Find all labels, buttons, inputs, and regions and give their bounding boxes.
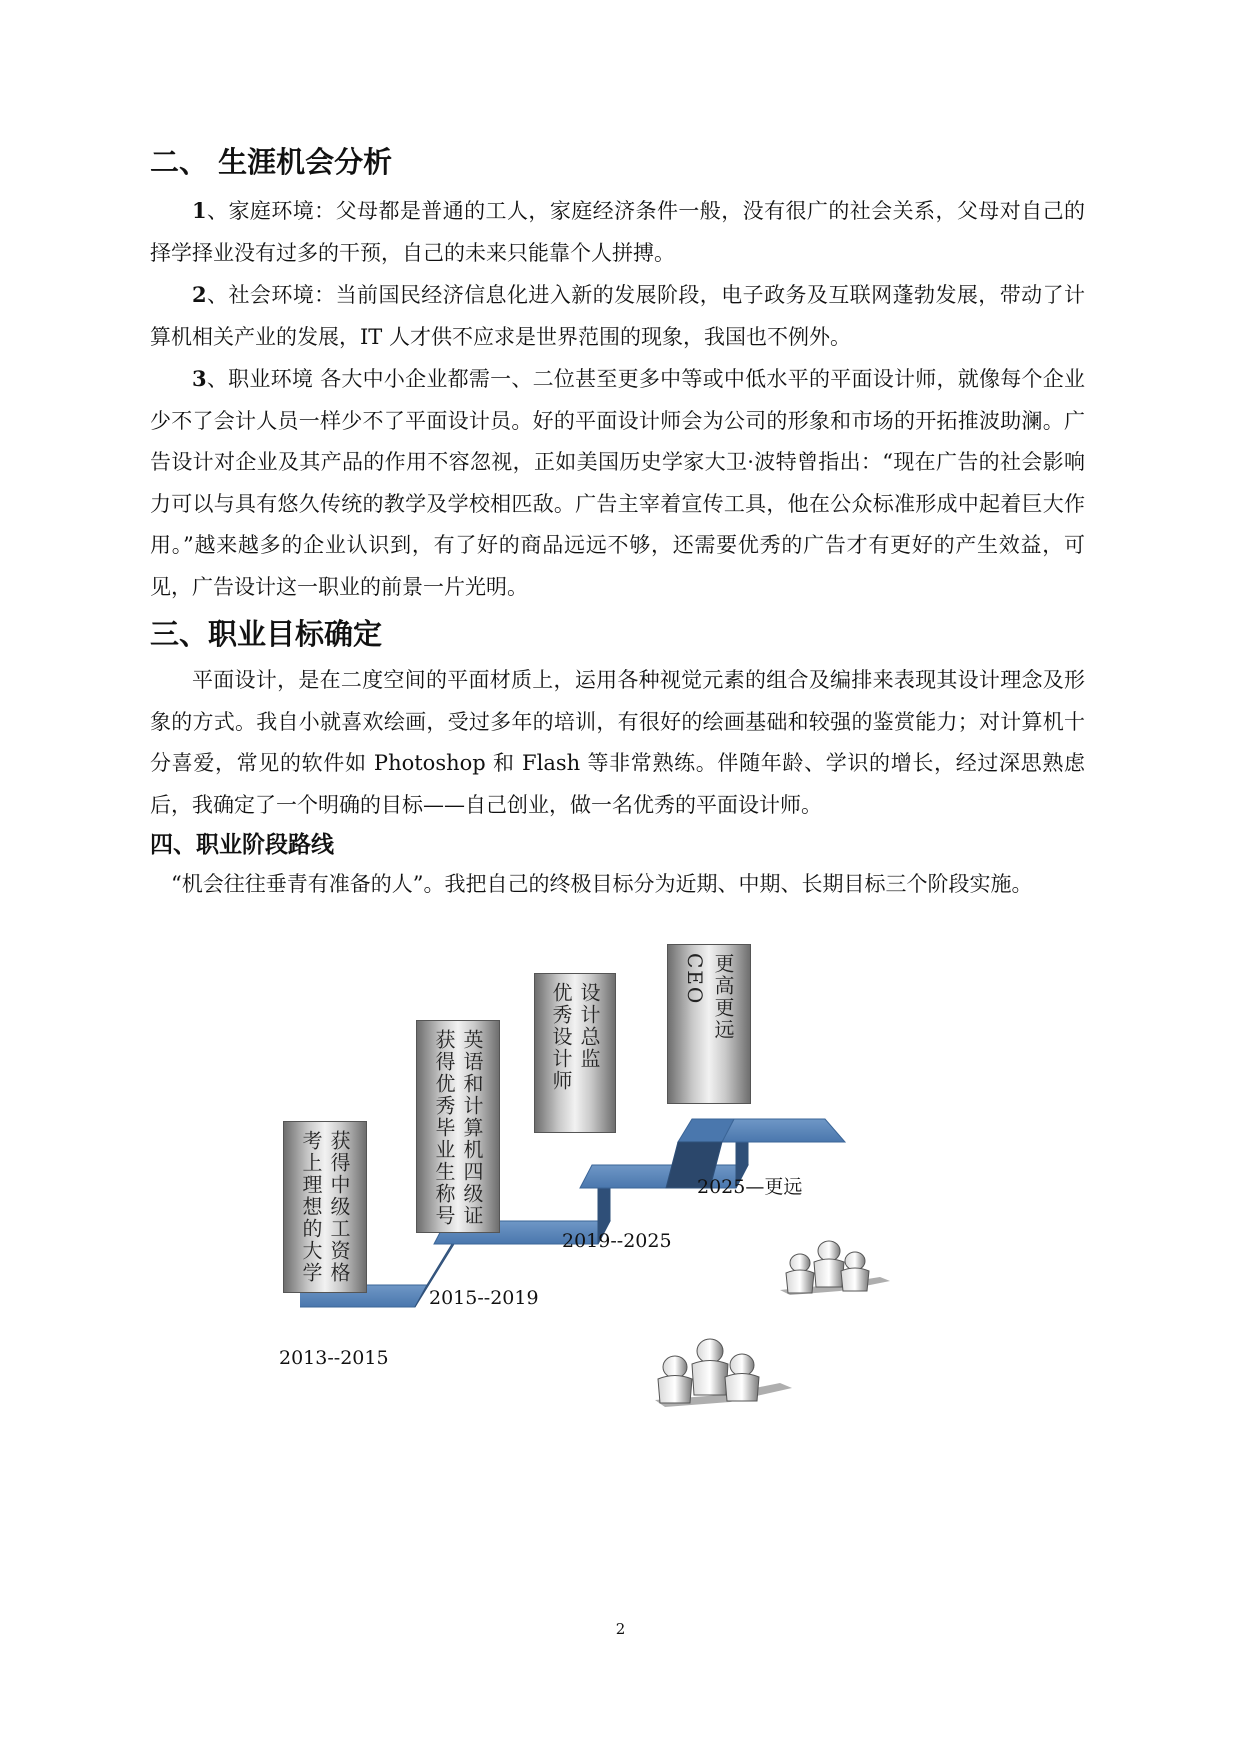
stage-3-line-1: 设计总监 [577, 982, 601, 1070]
stage-1-line-2: 考上理想的大学 [299, 1130, 323, 1284]
section2-paragraph-3 [150, 358, 1085, 608]
stage-3-line-2: 优秀设计师 [549, 982, 573, 1092]
stage-2-line-1: 英语和计算机四级证 [460, 1029, 484, 1227]
para-number: 3 [192, 366, 207, 391]
section2-paragraph-2 [150, 274, 1085, 358]
page-number: 2 [615, 1620, 626, 1638]
stage-1-line-1: 获得中级工资格 [327, 1130, 351, 1284]
para-text: 、职业环境 各大中小企业都需一、二位甚至更多中等或中低水平的平面设计师，就像每个企业少不了会计人员一样少不了平面设计员。好的平面设计师会为公司的形象和市场的开拓推波助澜。广告设计对企业及其产品的作用不容忽视，正如美国历史学家大卫·波特曾指出：“现在广告的社会影响力可以与具有悠久传统的教学及学校相匹敌。广告主宰着宣传工具，他在公众标准形成中起着巨大作用。”越来越多的企业认识到，有了好的商品远远不够，还需要优秀的广告才有更好的产生效益，可见，广告设计这一职业的前景一片光明。 [150, 367, 1085, 599]
stage-label-3: 2019--2025 [562, 1230, 672, 1252]
staircase-ribbon [300, 1119, 845, 1307]
section4-heading: 四、职业阶段路线 [150, 832, 334, 858]
career-stage-diagram [279, 953, 940, 1545]
staircase-graphic [300, 1045, 940, 1545]
stage-box-3 [534, 973, 616, 1133]
stage-label-1: 2013--2015 [279, 1347, 389, 1369]
para-text: 、社会环境：当前国民经济信息化进入新的发展阶段，电子政务及互联网蓬勃发展，带动了计算机相关产业的发展，IT 人才供不应求是世界范围的现象，我国也不例外。 [150, 283, 1085, 349]
section2-paragraph-1 [150, 190, 1085, 274]
para-number: 2 [192, 282, 207, 307]
para-number: 1 [192, 198, 207, 223]
content-body [150, 140, 1085, 906]
section2-heading: 二、 生涯机会分析 [150, 145, 393, 179]
para-text: 、家庭环境：父母都是普通的工人，家庭经济条件一般，没有很广的社会关系，父母对自己的择学择业没有过多的干预，自己的未来只能靠个人拼搏。 [150, 199, 1085, 265]
section4-paragraph: “机会往往垂青有准备的人”。我把自己的终极目标分为近期、中期、长期目标三个阶段实施。 [171, 872, 1033, 896]
stage-2-line-2: 获得优秀毕业生称号 [432, 1029, 456, 1227]
people-icon-group-top [780, 1241, 890, 1295]
people-icon-group-bottom [655, 1339, 792, 1407]
stage-label-4: 2025—更远 [697, 1176, 803, 1198]
section3-paragraph: 平面设计，是在二度空间的平面材质上，运用各种视觉元素的组合及编排来表现其设计理念及形象的方式。我自小就喜欢绘画，受过多年的培训，有很好的绘画基础和较强的鉴赏能力；对计算机十分喜爱，常见的软件如 Photoshop 和 Flash 等非常熟练。伴随年龄、学识的增长，经过深思熟虑后，我确定了一个明确的目标——自己创业，做一名优秀的平面设计师。 [150, 668, 1085, 817]
stage-box-2 [416, 1020, 500, 1233]
stage-box-4 [667, 944, 751, 1104]
stage-label-2: 2015--2019 [429, 1287, 539, 1309]
stage-4-line-2: CEO [683, 953, 707, 1006]
stage-4-line-1: 更高更远 [711, 953, 735, 1041]
stage-box-1 [283, 1121, 367, 1293]
section3-heading: 三、职业目标确定 [150, 617, 383, 651]
